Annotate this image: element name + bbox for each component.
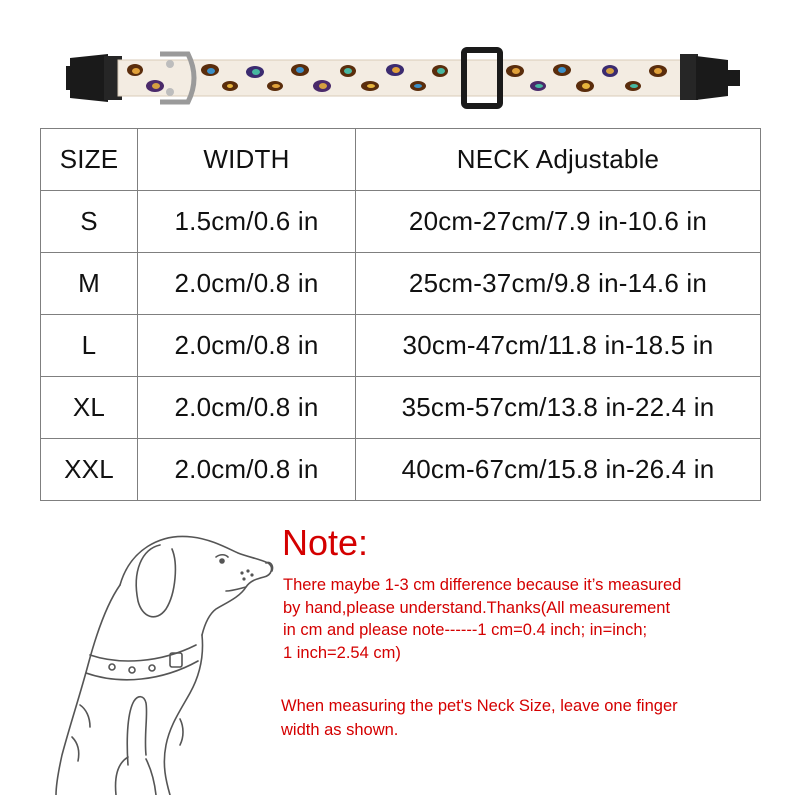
size-cell: M <box>41 253 138 315</box>
note-line: There maybe 1-3 cm difference because it’s measured <box>283 576 682 594</box>
width-cell: 2.0cm/0.8 in <box>138 253 356 315</box>
neck-cell: 25cm-37cm/9.8 in-14.6 in <box>356 253 761 315</box>
table-row <box>41 253 761 315</box>
table-row <box>41 191 761 253</box>
width-cell: 2.0cm/0.8 in <box>138 377 356 439</box>
size-table <box>40 128 761 501</box>
measuring-instruction <box>281 694 771 742</box>
header-size: SIZE <box>41 129 138 191</box>
neck-cell: 35cm-57cm/13.8 in-22.4 in <box>356 377 761 439</box>
leopard-print-collar-image <box>60 40 750 120</box>
dog-head <box>120 536 271 635</box>
size-cell: S <box>41 191 138 253</box>
instruction-line: When measuring the pet's Neck Size, leave one finger <box>281 697 678 715</box>
table-header-row <box>41 129 761 191</box>
dog-neck-measuring-illustration <box>20 505 285 795</box>
header-neck: NECK Adjustable <box>356 129 761 191</box>
note-line: in cm and please note------1 cm=0.4 inch; in=inch; <box>283 621 648 639</box>
width-cell: 2.0cm/0.8 in <box>138 315 356 377</box>
size-cell: XL <box>41 377 138 439</box>
note-line: 1 inch=2.54 cm) <box>283 643 401 662</box>
neck-cell: 20cm-27cm/7.9 in-10.6 in <box>356 191 761 253</box>
size-cell: L <box>41 315 138 377</box>
note-text <box>283 574 763 664</box>
dog-neck <box>56 585 120 795</box>
note-line: by hand,please understand.Thanks(All measurement <box>283 598 671 617</box>
table-row <box>41 439 761 501</box>
note-title: Note: <box>282 522 369 563</box>
dog-ear <box>136 545 175 617</box>
width-cell: 1.5cm/0.6 in <box>138 191 356 253</box>
width-cell: 2.0cm/0.8 in <box>138 439 356 501</box>
table-row <box>41 315 761 377</box>
header-width: WIDTH <box>138 129 356 191</box>
size-cell: XXL <box>41 439 138 501</box>
measuring-finger <box>127 697 146 765</box>
neck-cell: 30cm-47cm/11.8 in-18.5 in <box>356 315 761 377</box>
neck-cell: 40cm-67cm/15.8 in-26.4 in <box>356 439 761 501</box>
table-row <box>41 377 761 439</box>
right-buckle <box>696 56 740 100</box>
instruction-line: width as shown. <box>281 721 399 739</box>
